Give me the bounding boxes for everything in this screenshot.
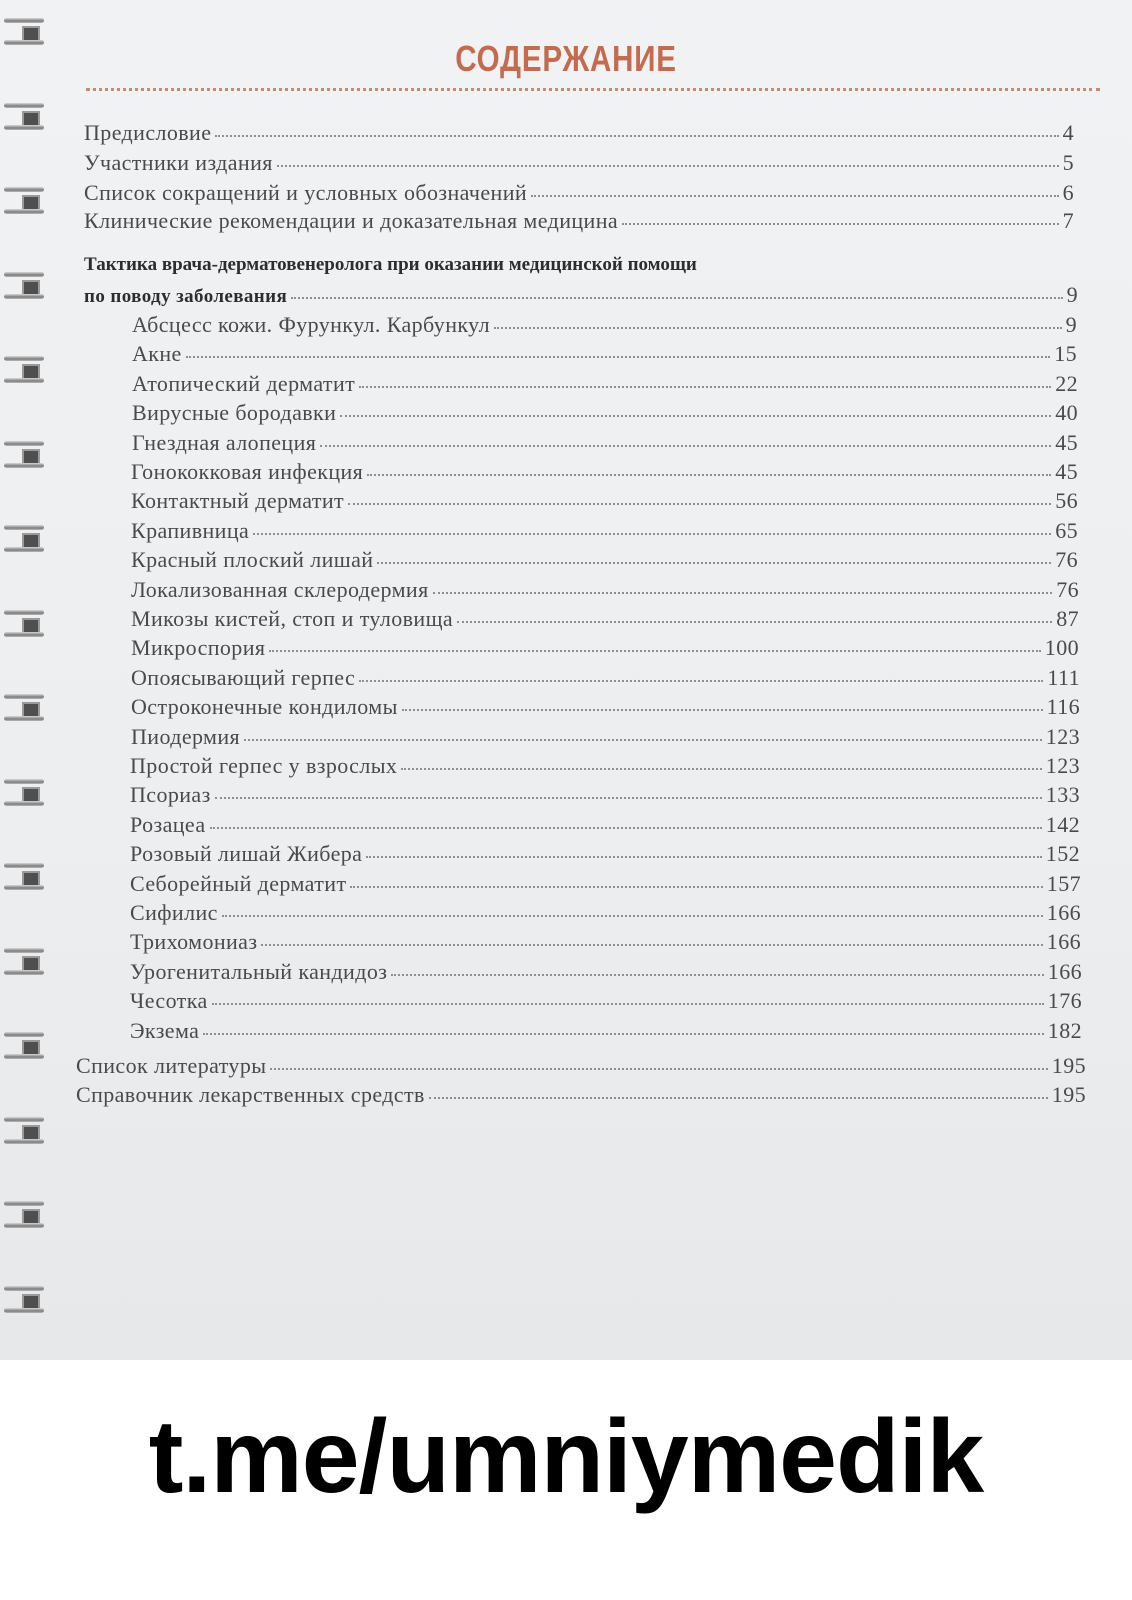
- toc-entry-title: Экзема: [130, 1017, 200, 1043]
- toc-entry-title: Атопический дерматит: [132, 370, 356, 396]
- toc-entry-page: 100: [1044, 635, 1079, 661]
- toc-entry-title: Вирусные бородавки: [132, 400, 337, 426]
- binding-ring: [4, 690, 48, 730]
- leader-dots: [391, 974, 1043, 976]
- binding-ring: [4, 775, 48, 815]
- toc-entry-title: Пиодермия: [131, 723, 241, 749]
- binding-ring: [4, 14, 48, 54]
- toc-entry-title: Чесотка: [130, 988, 208, 1014]
- leader-dots: [359, 386, 1051, 388]
- toc-entry-page: 15: [1054, 341, 1077, 367]
- binding-ring: [4, 944, 48, 984]
- binding-ring: [4, 183, 48, 223]
- leader-dots: [377, 562, 1051, 564]
- leader-dots: [253, 533, 1051, 535]
- watermark-link-text: t.me/umniymedik: [148, 1399, 984, 1515]
- toc-entry-page: 116: [1046, 694, 1080, 720]
- toc-entry-page: 166: [1047, 958, 1082, 984]
- leader-dots: [622, 223, 1059, 225]
- leader-dots: [186, 356, 1050, 358]
- toc-entry: [132, 312, 1077, 338]
- toc-entry: [131, 518, 1078, 544]
- leader-dots: [340, 415, 1051, 417]
- section-heading-line1: Тактика врача-дерматовенеролога при оказании медицинской помощи: [84, 254, 697, 275]
- toc-entry: [130, 900, 1081, 926]
- toc-entry-page: 4: [1062, 120, 1074, 145]
- toc-entry: [132, 371, 1078, 397]
- toc-entry-title: Предисловие: [84, 120, 212, 145]
- leader-dots: [212, 1003, 1044, 1005]
- toc-entry-page: 7: [1062, 208, 1074, 233]
- toc-entry: [131, 488, 1078, 514]
- toc-entry-title: Микозы кистей, стоп и туловища: [131, 606, 454, 631]
- toc-entry-title: Микроспория: [131, 635, 266, 661]
- toc-entry-drug-reference: [76, 1082, 1086, 1108]
- leader-dots: [350, 886, 1042, 888]
- toc-entry-page: 76: [1055, 547, 1078, 573]
- leader-dots: [367, 474, 1051, 476]
- leader-dots: [215, 797, 1042, 799]
- toc-entry-page: 45: [1055, 429, 1078, 455]
- section-heading-line2: [84, 282, 1078, 308]
- spiral-binding: [0, 0, 60, 1360]
- leader-dots: [210, 827, 1042, 829]
- toc-entry-title: Акне: [132, 341, 182, 367]
- toc-entry: [132, 400, 1078, 426]
- toc-entry: [130, 812, 1080, 838]
- binding-ring: [4, 99, 48, 139]
- binding-ring: [4, 859, 48, 899]
- toc-entry: [131, 635, 1079, 661]
- toc-entry-title: Остроконечные кондиломы: [131, 694, 398, 720]
- leader-dots: [494, 327, 1062, 329]
- toc-entry-page: 111: [1047, 664, 1080, 690]
- toc-entry-page: 152: [1045, 841, 1080, 867]
- toc-entry: [130, 988, 1082, 1014]
- toc-entry-page: 182: [1047, 1017, 1082, 1043]
- binding-ring: [4, 521, 48, 561]
- toc-entry-page: 195: [1051, 1082, 1086, 1107]
- toc-entry: [130, 959, 1082, 985]
- toc-entry-page: 123: [1045, 723, 1080, 749]
- toc-entry-page: 166: [1046, 900, 1081, 925]
- toc-entry-title: Розовый лишай Жибера: [130, 841, 363, 867]
- toc-entry-page: 142: [1045, 811, 1080, 837]
- toc-entry-page: 87: [1056, 606, 1079, 631]
- toc-entry-title: Гонококковая инфекция: [131, 459, 364, 484]
- toc-entry: [131, 459, 1078, 485]
- toc-entry-page: 56: [1055, 488, 1078, 514]
- toc-entry-page: 157: [1046, 870, 1081, 896]
- toc-entry-title: Справочник лекарственных средств: [76, 1082, 425, 1107]
- toc-entry: [130, 782, 1080, 808]
- toc-entry-title: Локализованная склеродермия: [131, 576, 429, 602]
- toc-entry-page: 133: [1045, 782, 1080, 808]
- toc-entry: [130, 841, 1080, 867]
- toc-entry: [131, 724, 1080, 750]
- section-heading-title: по поводу заболевания: [84, 286, 288, 307]
- leader-dots: [359, 680, 1043, 682]
- leader-dots: [222, 915, 1043, 917]
- toc-entry-page: 195: [1051, 1053, 1086, 1078]
- leader-dots: [433, 592, 1053, 594]
- toc-entry-title: Опоясывающий герпес: [131, 664, 356, 690]
- binding-ring: [4, 1113, 48, 1153]
- binding-ring: [4, 268, 48, 308]
- toc-entry: [130, 929, 1081, 955]
- toc-entry-page: 6: [1062, 180, 1074, 205]
- toc-entry: [130, 1018, 1082, 1044]
- leader-dots: [291, 297, 1062, 299]
- binding-ring: [4, 606, 48, 646]
- toc-entry-page: 65: [1055, 517, 1078, 543]
- toc-entry-page: 123: [1045, 753, 1080, 778]
- toc-entry-title: Список литературы: [76, 1053, 267, 1078]
- toc-entry-preface: [84, 120, 1074, 146]
- toc-entry-title: Сифилис: [130, 900, 218, 925]
- toc-entry-title: Псориаз: [130, 782, 211, 808]
- toc-entry-page: 45: [1055, 459, 1078, 484]
- toc-entry: [130, 753, 1080, 779]
- binding-ring: [4, 437, 48, 477]
- toc-entry-title: Красный плоский лишай: [131, 547, 374, 573]
- toc-entry-page: 76: [1056, 576, 1079, 602]
- toc-entry-contributors: [84, 150, 1074, 176]
- toc-entry: [131, 694, 1080, 720]
- toc-entry-page: 5: [1062, 150, 1074, 175]
- toc-entry-page: 166: [1046, 929, 1081, 955]
- toc-entry-title: Себорейный дерматит: [130, 870, 347, 896]
- toc-entry-bibliography: [76, 1053, 1086, 1079]
- toc-entry-title: Абсцесс кожи. Фурункул. Карбункул: [132, 312, 490, 337]
- leader-dots: [366, 856, 1041, 858]
- toc-entry: [131, 665, 1080, 691]
- leader-dots: [402, 709, 1043, 711]
- leader-dots: [401, 768, 1042, 770]
- leader-dots: [457, 621, 1052, 623]
- toc-entry-title: Участники издания: [84, 150, 273, 175]
- toc-entry-title: Урогенитальный кандидоз: [130, 958, 388, 984]
- leader-dots: [348, 503, 1051, 505]
- toc-entry-title: Контактный дерматит: [131, 488, 345, 514]
- leader-dots: [320, 445, 1051, 447]
- toc-entry-page: 22: [1055, 370, 1078, 396]
- page-title: СОДЕРЖАНИЕ: [455, 38, 677, 79]
- leader-dots: [277, 165, 1059, 167]
- binding-ring: [4, 1028, 48, 1068]
- toc-entry-title: Гнездная алопеция: [132, 429, 317, 455]
- leader-dots: [203, 1033, 1043, 1035]
- leader-dots: [531, 195, 1059, 197]
- toc-entry-page: 176: [1047, 988, 1082, 1014]
- toc-entry-title: Список сокращений и условных обозначений: [84, 180, 528, 205]
- leader-dots: [244, 739, 1042, 741]
- toc-entry-title: Клинические рекомендации и доказательная медицина: [84, 208, 619, 233]
- binding-ring: [4, 352, 48, 392]
- toc-entry: [130, 871, 1081, 897]
- leader-dots: [269, 650, 1040, 652]
- leader-dots: [429, 1097, 1048, 1099]
- toc-entry-title: Трихомониаз: [130, 929, 258, 955]
- leader-dots: [261, 944, 1042, 946]
- toc-entry-page: 40: [1055, 400, 1078, 426]
- leader-dots: [215, 135, 1058, 137]
- toc-entry-page: 9: [1065, 312, 1077, 337]
- title-divider: [86, 88, 1100, 91]
- toc-entry-abbreviations: [84, 180, 1074, 206]
- section-heading-page: 9: [1066, 282, 1078, 307]
- toc-entry: [131, 547, 1078, 573]
- toc-entry-title: Розацеа: [130, 811, 206, 837]
- binding-ring: [4, 1282, 48, 1322]
- toc-entry-guidelines: [84, 208, 1074, 234]
- toc-entry: [131, 606, 1079, 632]
- toc-entry-title: Крапивница: [131, 517, 250, 543]
- toc-entry: [132, 341, 1077, 367]
- toc-entry: [132, 430, 1078, 456]
- binding-ring: [4, 1197, 48, 1237]
- leader-dots: [270, 1068, 1047, 1070]
- toc-entry: [131, 577, 1079, 603]
- toc-entry-title: Простой герпес у взрослых: [130, 753, 398, 778]
